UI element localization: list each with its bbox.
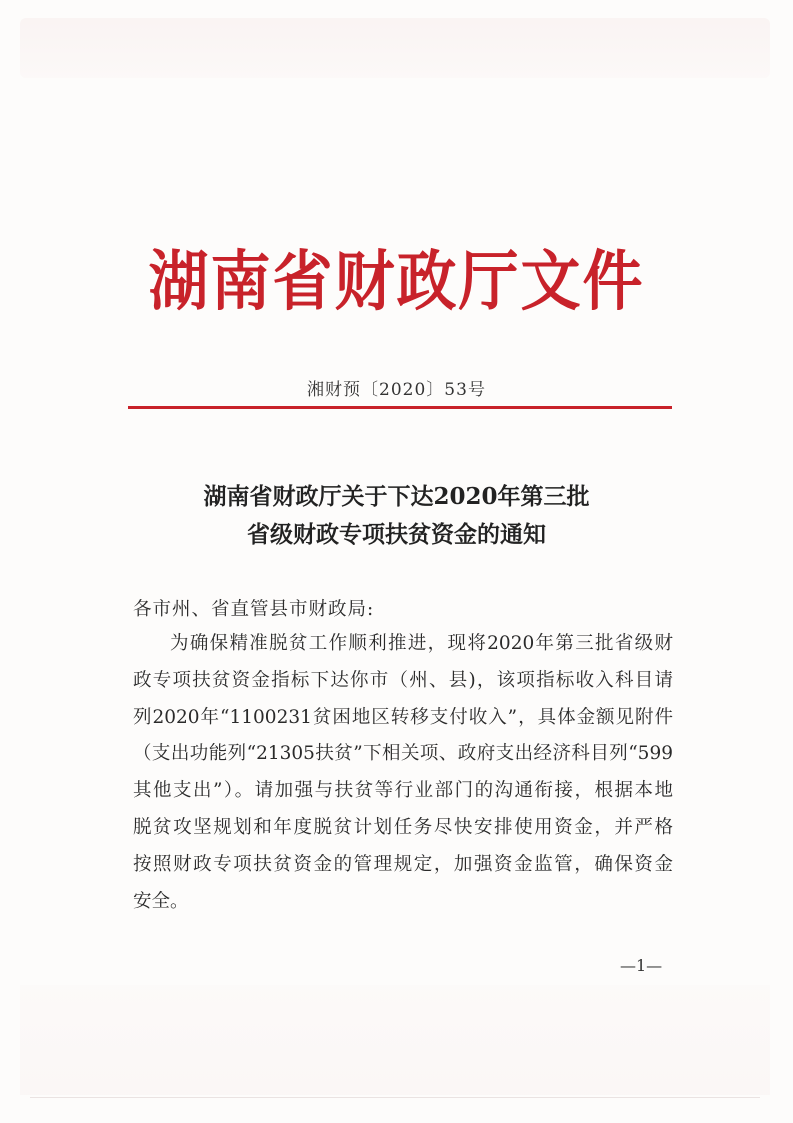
body-line: 脱贫攻坚规划和年度脱贫计划任务尽快安排使用资金，并严格	[133, 816, 673, 838]
header-divider	[128, 406, 672, 409]
body-paragraph	[133, 626, 673, 920]
notice-title-line-1: 湖南省财政厅关于下达2020年第三批	[203, 483, 590, 510]
body-line: 为确保精准脱贫工作顺利推进，现将2020年第三批省级财	[170, 633, 673, 654]
scan-artifact-top	[20, 18, 770, 78]
body-line: 按照财政专项扶贫资金的管理规定，加强资金监管，确保资金	[133, 853, 673, 875]
body-line: 安全。	[133, 890, 189, 912]
body-line: （支出功能列“21305扶贫”下相关项、政府支出经济科目列“599	[133, 743, 673, 765]
scan-artifact-bottom	[20, 985, 770, 1095]
notice-title-line-2: 省级财政专项扶贫资金的通知	[247, 521, 546, 548]
scan-artifact-line	[30, 1097, 760, 1098]
document-number: 湘财预〔2020〕53号	[307, 380, 486, 400]
body-line: 其他支出”）。请加强与扶贫等行业部门的沟通衔接，根据本地	[133, 780, 673, 802]
body-line: 政专项扶贫资金指标下达你市（州、县)，该项指标收入科目请	[133, 669, 673, 691]
document-header: 湖南省财政厅文件	[148, 244, 645, 320]
body-line: 列2020年“1100231贫困地区转移支付收入”，具体金额见附件	[133, 706, 673, 728]
notice-title	[0, 478, 793, 554]
addressee: 各市州、省直管县市财政局:	[133, 599, 375, 620]
page-number: —1—	[620, 956, 663, 975]
